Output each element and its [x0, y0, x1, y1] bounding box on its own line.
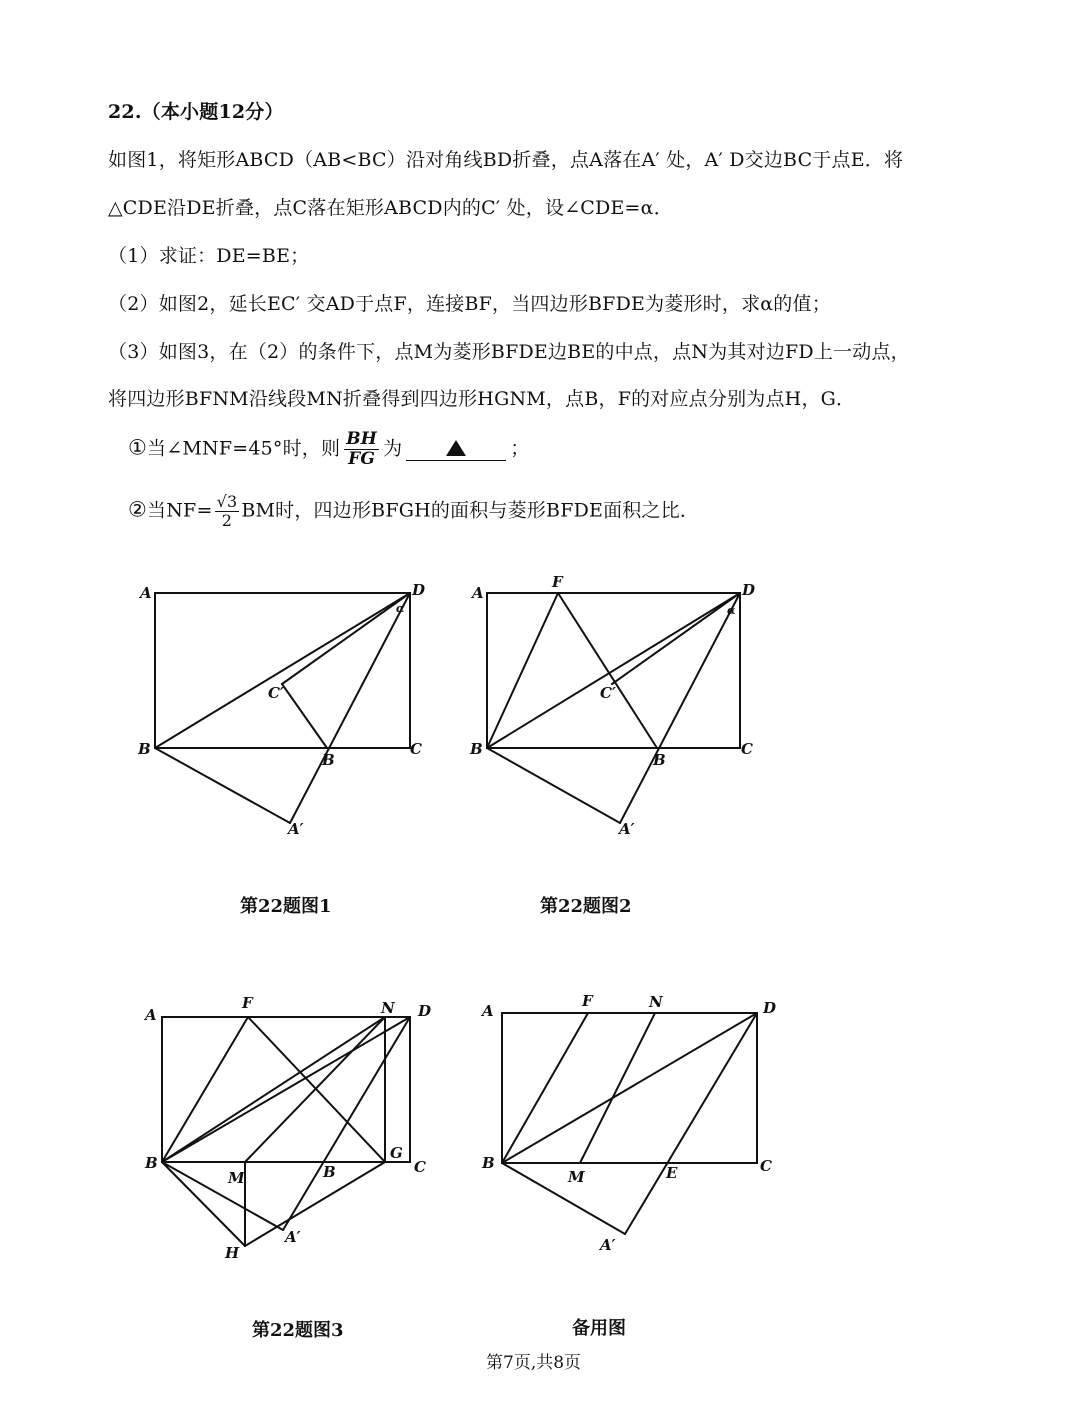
- fig4-label-c: C: [760, 1157, 772, 1175]
- sub2-frac-num: √3: [216, 492, 238, 511]
- fig1-label-c-prime: C′: [268, 684, 284, 702]
- sub2-mark: ②: [128, 497, 148, 522]
- fig2-segment-ba: [487, 748, 620, 823]
- sub2-suffix: BM时，四边形BFGH的面积与菱形BFDE面积之比．: [241, 499, 700, 522]
- fig3-caption: 第22题图3: [252, 1320, 344, 1341]
- part-3-line1: （3）如图3，在（2）的条件下，点M为菱形BFDE边BE的中点，点N为其对边FD上一动点，: [108, 341, 910, 363]
- fig2-label-c: C: [741, 740, 753, 758]
- fig2-label-e: B: [653, 751, 666, 769]
- fig1-label-b: B: [138, 740, 151, 758]
- fig4-label-a: A: [482, 1002, 494, 1020]
- fig3-label-b: B: [145, 1154, 158, 1172]
- fig4-segment-ba: [502, 1163, 625, 1234]
- fig3-label-c: C: [414, 1158, 426, 1176]
- fig1-segment-ba: [155, 748, 290, 823]
- fig1-caption: 第22题图1: [240, 896, 332, 917]
- fig3-segment-ba: [162, 1162, 283, 1230]
- fig3-label-a: A: [145, 1006, 157, 1024]
- figure-1: [137, 581, 425, 917]
- fig2-label-b: B: [470, 740, 483, 758]
- figure-2: [469, 573, 755, 917]
- fig2-label-d: D: [742, 581, 756, 599]
- fig4-caption: 备用图: [572, 1318, 626, 1339]
- fig3-label-h: H: [225, 1244, 240, 1262]
- fig1-label-c: C: [410, 740, 422, 758]
- fig1-label-e: B: [322, 751, 335, 769]
- fig2-segment-ad: [620, 593, 740, 823]
- figure-4: [480, 992, 776, 1339]
- sub1-prefix: 当∠MNF=45°时，则: [147, 437, 341, 460]
- part-1: （1）求证：DE=BE；: [108, 245, 310, 267]
- figure-3: [143, 994, 431, 1341]
- fig4-segment-da: [625, 1013, 757, 1234]
- fig3-label-m: M: [228, 1169, 245, 1187]
- part-2: （2）如图2，延长EC′ 交AD于点F，连接BF，当四边形BFDE为菱形时，求α的值；: [108, 293, 831, 315]
- fig1-segment-ad: [290, 593, 410, 823]
- fig3-label-g: G: [390, 1144, 403, 1162]
- fig1-segment-dc: [282, 593, 410, 684]
- problem-stem-line2: △CDE沿DE折叠，点C落在矩形ABCD内的C′ 处，设∠CDE=α．: [108, 197, 673, 219]
- fig4-label-n: N: [649, 993, 663, 1011]
- fig2-label-a-prime: A′: [619, 820, 635, 838]
- sub2-frac-den: 2: [221, 511, 233, 530]
- fig2-label-a: A: [472, 584, 484, 602]
- fig2-label-alpha: α: [727, 604, 736, 617]
- fig1-label-alpha: α: [396, 602, 405, 615]
- fig2-diagonal-bd: [487, 593, 740, 748]
- fig3-diagonal-bd: [162, 1017, 410, 1162]
- fig4-segment-bf: [502, 1013, 588, 1163]
- fig4-label-d: D: [763, 999, 777, 1017]
- fig3-label-e: B: [323, 1163, 336, 1181]
- fig3-label-f: F: [242, 994, 253, 1012]
- problem-stem-line1: 如图1，将矩形ABCD（AB<BC）沿对角线BD折叠，点A落在A′ 处，A′ D交边BC于点E．将: [108, 149, 904, 171]
- fig4-label-f: F: [582, 992, 593, 1010]
- fig1-label-d: D: [412, 581, 426, 599]
- fig4-label-m: M: [568, 1168, 585, 1186]
- fig2-label-c-prime: C′: [600, 684, 616, 702]
- fig3-segment-bf: [162, 1017, 248, 1162]
- sub2-prefix: 当NF=: [147, 499, 213, 522]
- fig1-label-a: A: [140, 584, 152, 602]
- page-number: 第7页,共8页: [486, 1353, 582, 1373]
- fig1-diagonal-bd: [155, 593, 410, 748]
- fig4-label-e: E: [666, 1164, 678, 1182]
- fig2-label-f: F: [552, 573, 563, 591]
- sub1-frac-den: FG: [348, 449, 376, 469]
- fig3-label-d: D: [418, 1002, 432, 1020]
- part-3-line2: 将四边形BFNM沿线段MN折叠得到四边形HGNM，点B，F的对应点分别为点H，G．: [108, 388, 856, 410]
- fig4-diagonal-bd: [502, 1013, 757, 1163]
- fig1-segment-ce: [282, 684, 327, 748]
- fig1-label-a-prime: A′: [288, 820, 304, 838]
- sub1-frac-num: BH: [346, 429, 378, 449]
- problem-header: 22.（本小题12分）: [108, 101, 284, 123]
- fig3-label-a-prime: A′: [285, 1228, 301, 1246]
- fig4-segment-mn: [580, 1013, 655, 1163]
- sub1-mark: ①: [128, 435, 148, 460]
- fig3-label-n: N: [381, 999, 395, 1017]
- fig3-segment-da: [283, 1017, 410, 1230]
- fig2-caption: 第22题图2: [540, 896, 632, 917]
- fig2-segment-fe: [558, 593, 657, 748]
- sub1-mid: 为: [383, 437, 403, 460]
- fig2-segment-bf: [487, 593, 558, 748]
- fig3-segment-bn: [162, 1017, 385, 1162]
- fig4-label-b: B: [482, 1154, 495, 1172]
- sub1-end: ；: [510, 437, 530, 460]
- fig2-segment-dc: [612, 593, 740, 684]
- fig4-label-a-prime: A′: [600, 1236, 616, 1254]
